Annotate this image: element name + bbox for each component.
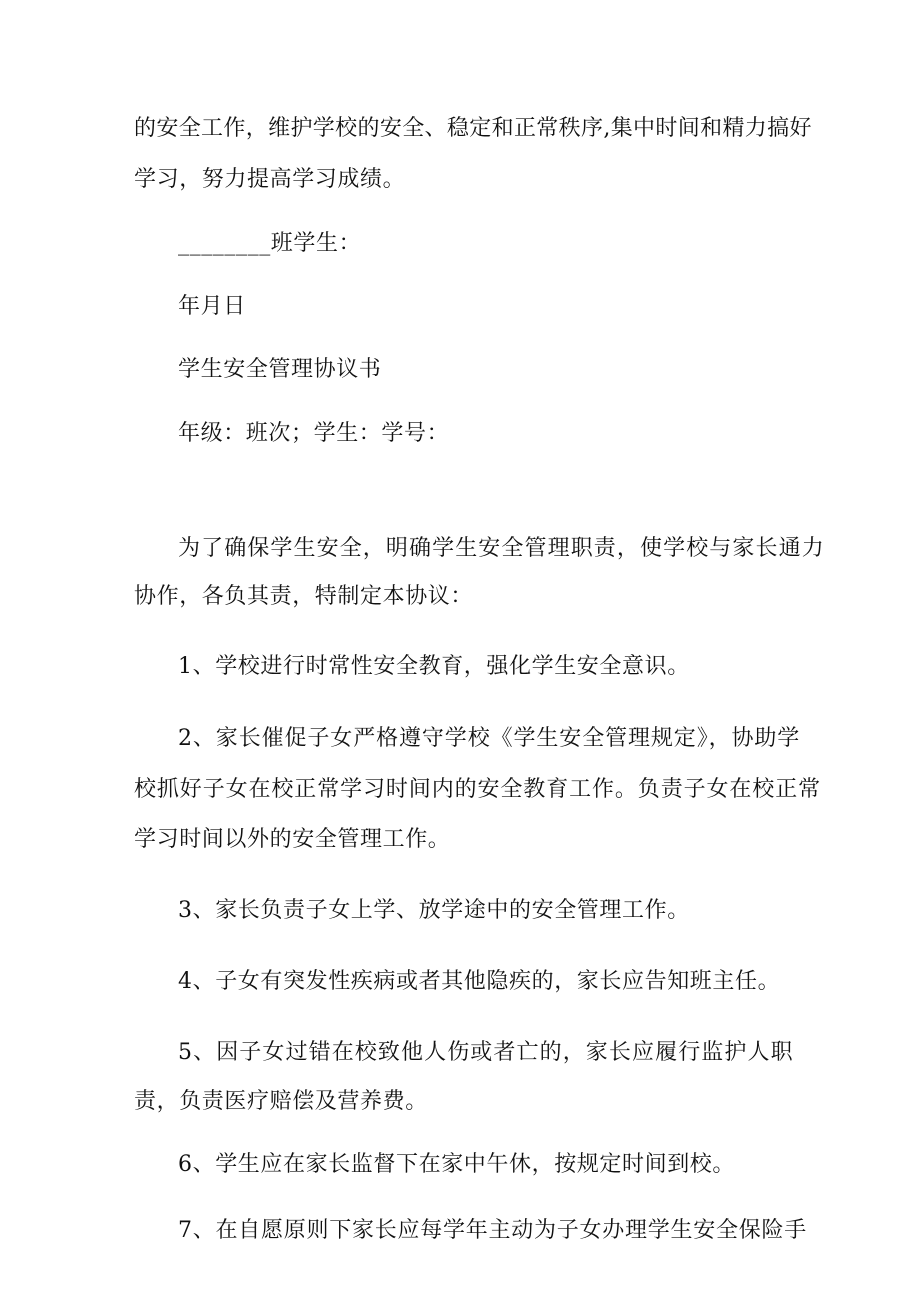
paragraph-line: 协作，各负其责，特制定本协议： (134, 584, 474, 609)
clause-4: 4、子女有突发性疾病或者其他隐疾的，家长应告知班主任。 (178, 969, 781, 994)
paragraph-line: 为了确保学生安全，明确学生安全管理职责，使学校与家长通力 (178, 536, 825, 561)
clause-5: 5、因子女过错在校致他人伤或者亡的，家长应履行监护人职 (178, 1040, 794, 1065)
agreement-title: 学生安全管理协议书 (178, 357, 382, 382)
clause-7: 7、在自愿原则下家长应每学年主动为子女办理学生安全保险手 (178, 1218, 807, 1243)
class-student-signature-line: ________班学生： (178, 231, 362, 256)
paragraph-line: 学习时间以外的安全管理工作。 (134, 827, 451, 852)
clause-2: 2、家长催促子女严格遵守学校《学生安全管理规定》，协助学 (178, 726, 801, 751)
date-line: 年月日 (178, 294, 246, 319)
paragraph-line: 的安全工作，维护学校的安全、稳定和正常秩序,集中时间和精力搞好 (134, 116, 812, 141)
paragraph-line: 学习，努力提高学习成绩。 (134, 167, 406, 192)
clause-3: 3、家长负责子女上学、放学途中的安全管理工作。 (178, 898, 690, 923)
clause-1: 1、学校进行时常性安全教育，强化学生安全意识。 (178, 654, 690, 679)
paragraph-line: 校抓好子女在校正常学习时间内的安全教育工作。负责子女在校正常 (134, 777, 822, 802)
clause-6: 6、学生应在家长监督下在家中午休，按规定时间到校。 (178, 1152, 735, 1177)
student-info-line: 年级：班次；学生：学号： (178, 421, 450, 446)
paragraph-line: 责，负责医疗赔偿及营养费。 (134, 1089, 428, 1114)
